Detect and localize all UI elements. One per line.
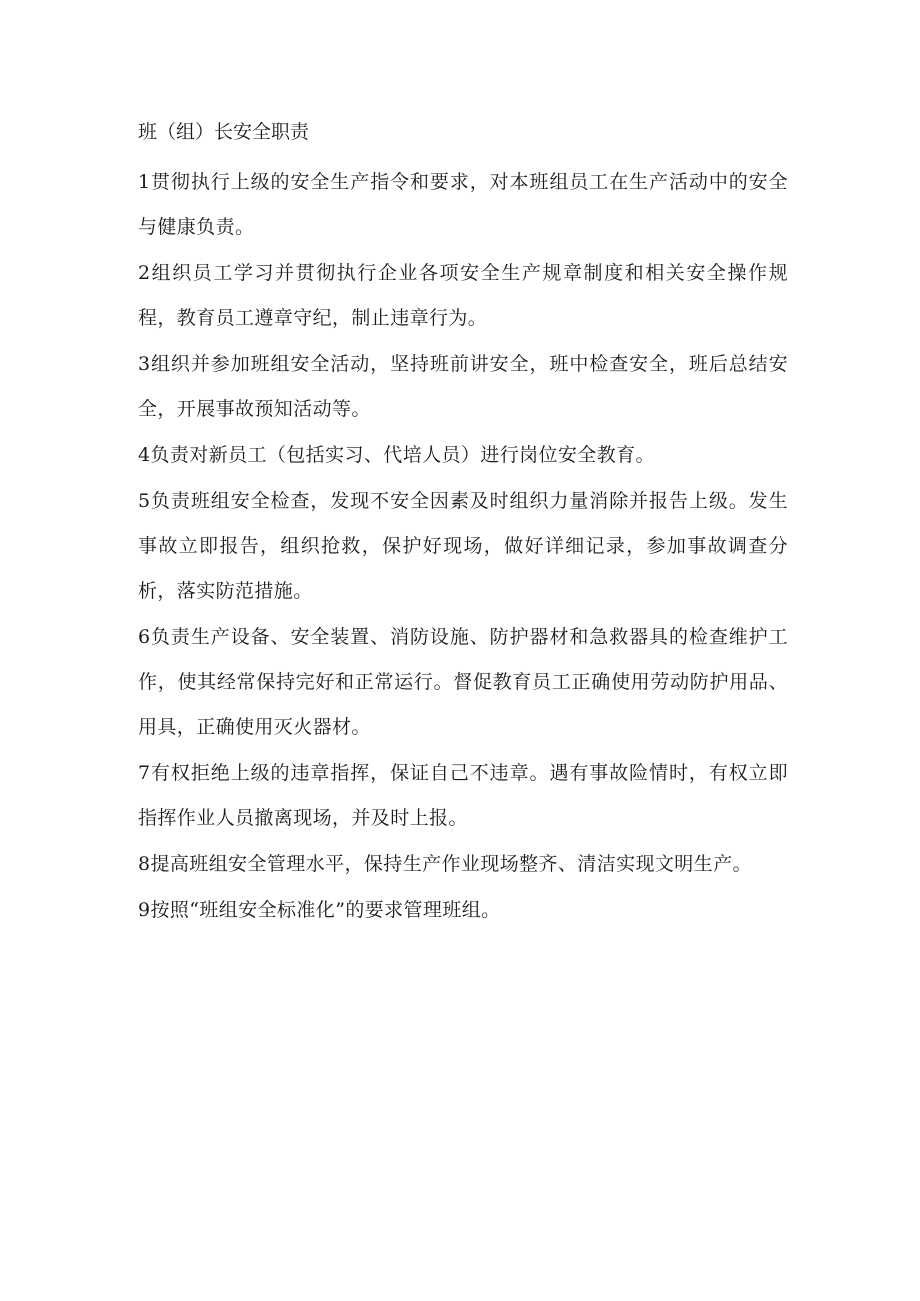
duty-item-8: 8提高班组安全管理水平，保持生产作业现场整齐、清洁实现文明生产。 (138, 853, 752, 875)
duty-item-2: 2组织员工学习并贯彻执行企业各项安全生产规章制度和相关安全操作规程，教育员工遵章守纪，制止违章行为。 (138, 262, 788, 329)
document-body (138, 113, 788, 934)
duty-item-5: 5负责班组安全检查，发现不安全因素及时组织力量消除并报告上级。发生事故立即报告，组织抢救，保护好现场，做好详细记录，参加事故调查分析，落实防范措施。 (138, 490, 788, 602)
document-title: 班（组）长安全职责 (138, 121, 310, 143)
duty-item-3: 3组织并参加班组安全活动，坚持班前讲安全，班中检查安全，班后总结安全，开展事故预知活动等。 (138, 353, 788, 420)
duty-item-1: 1贯彻执行上级的安全生产指令和要求，对本班组员工在生产活动中的安全与健康负责。 (138, 171, 788, 238)
duty-item-6: 6负责生产设备、安全装置、消防设施、防护器材和急救器具的检查维护工作，使其经常保持完好和正常运行。督促教育员工正确使用劳动防护用品、用具，正确使用灭火器材。 (138, 626, 788, 738)
duty-item-7: 7有权拒绝上级的违章指挥，保证自己不违章。遇有事故险情时，有权立即指挥作业人员撤离现场，并及时上报。 (138, 762, 788, 829)
duty-item-9: 9按照“班组安全标准化”的要求管理班组。 (138, 899, 501, 921)
duty-item-4: 4负责对新员工（包括实习、代培人员）进行岗位安全教育。 (138, 444, 655, 466)
